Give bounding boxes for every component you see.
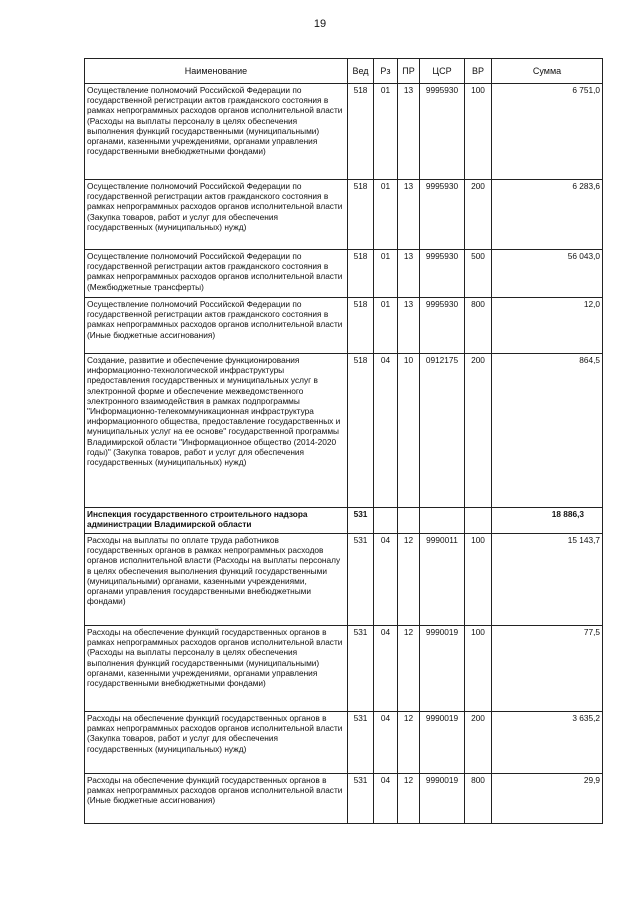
- cell-pr: 13: [398, 84, 420, 180]
- cell-csr: 9990019: [420, 712, 465, 774]
- cell-pr: 12: [398, 712, 420, 774]
- table-row-section: [85, 508, 603, 534]
- header-ved: Вед: [348, 59, 374, 84]
- cell-sum: 6 751,0: [492, 84, 603, 180]
- cell-ved: 531: [348, 774, 374, 824]
- cell-pr: 13: [398, 180, 420, 250]
- table-row: [85, 712, 603, 774]
- table-body: [85, 84, 603, 824]
- cell-ved: 518: [348, 250, 374, 298]
- cell-pr: 12: [398, 626, 420, 712]
- header-rz: Рз: [374, 59, 398, 84]
- cell-csr: 9995930: [420, 180, 465, 250]
- cell-sum: 6 283,6: [492, 180, 603, 250]
- cell-ved: 518: [348, 298, 374, 354]
- cell-pr: 12: [398, 774, 420, 824]
- page-number: 19: [313, 18, 327, 30]
- cell-rz: 01: [374, 180, 398, 250]
- cell-name: Расходы на обеспечение функций государственных органов в рамках непрограммных расходов органов исполнительной власти (Закупка товаров, работ и услуг для обеспечения государственных (муниципальных) нужд): [85, 712, 348, 774]
- cell-ved: 531: [348, 626, 374, 712]
- cell-pr: 13: [398, 250, 420, 298]
- cell-ved: 518: [348, 354, 374, 508]
- cell-sum: 77,5: [492, 626, 603, 712]
- cell-vr: 100: [465, 626, 492, 712]
- cell-rz: 01: [374, 250, 398, 298]
- cell-name: Расходы на выплаты по оплате труда работников государственных органов в рамках непрограммных расходов органов исполнительной власти (Расходы на выплаты персоналу в целях обеспечения выполнения функций государственными (муниципальными) органами, казенными учреждениями, органами управления государственными внебюджетными фондами): [85, 534, 348, 626]
- table-row: [85, 180, 603, 250]
- table-row: [85, 626, 603, 712]
- cell-ved: 518: [348, 180, 374, 250]
- header-sum: Сумма: [492, 59, 603, 84]
- cell-csr: 0912175: [420, 354, 465, 508]
- table-row: [85, 354, 603, 508]
- cell-csr: 9990019: [420, 626, 465, 712]
- table-header: [85, 59, 603, 84]
- header-pr: ПР: [398, 59, 420, 84]
- cell-csr: 9995930: [420, 250, 465, 298]
- cell-pr: 13: [398, 298, 420, 354]
- cell-name: Расходы на обеспечение функций государственных органов в рамках непрограммных расходов органов исполнительной власти (Расходы на выплаты персоналу в целях обеспечения выполнения функций государственными (муниципальными) органами, казенными учреждениями, органами управления государственными внебюджетными фондами): [85, 626, 348, 712]
- table-row: [85, 84, 603, 180]
- cell-rz: 04: [374, 712, 398, 774]
- cell-rz: 04: [374, 534, 398, 626]
- cell-pr: [398, 508, 420, 534]
- cell-sum: 864,5: [492, 354, 603, 508]
- cell-ved: 531: [348, 712, 374, 774]
- cell-name: Осуществление полномочий Российской Федерации по государственной регистрации актов гражданского состояния в рамках непрограммных расходов органов исполнительной власти (Закупка товаров, работ и услуг для обеспечения государственных (муниципальных) нужд): [85, 180, 348, 250]
- cell-vr: 200: [465, 712, 492, 774]
- cell-name: Осуществление полномочий Российской Федерации по государственной регистрации актов гражданского состояния в рамках непрограммных расходов органов исполнительной власти (Расходы на выплаты персоналу в целях обеспечения выполнения функций государственными (муниципальными) органами, казенными учреждениями, органами управления государственными внебюджетными фондами): [85, 84, 348, 180]
- header-name: Наименование: [85, 59, 348, 84]
- header-vr: ВР: [465, 59, 492, 84]
- cell-pr: 10: [398, 354, 420, 508]
- cell-sum: 15 143,7: [492, 534, 603, 626]
- table-row: [85, 774, 603, 824]
- cell-name: Осуществление полномочий Российской Федерации по государственной регистрации актов гражданского состояния в рамках непрограммных расходов органов исполнительной власти (Иные бюджетные ассигнования): [85, 298, 348, 354]
- cell-csr: 9995930: [420, 84, 465, 180]
- cell-name: Создание, развитие и обеспечение функционирования информационно-технологической инфраструктуры предоставления государственных и муниципальных услуг в электронной форме и обеспечение межведомственного электронного взаимодействия в рамках подпрограммы "Информационно-телекоммуникационная инфраструктура информационного общества, предоставление государственных и муниципальных услуг на ее основе" государственной программы Владимирской области "Информационное общество (2014-2020 годы)" (Закупка товаров, работ и услуг для обеспечения государственных (муниципальных) нужд): [85, 354, 348, 508]
- cell-vr: 200: [465, 180, 492, 250]
- cell-ved: 518: [348, 84, 374, 180]
- cell-rz: 01: [374, 298, 398, 354]
- cell-vr: 800: [465, 298, 492, 354]
- cell-sum: 18 886,3: [492, 508, 603, 534]
- cell-ved: 531: [348, 534, 374, 626]
- cell-name: Расходы на обеспечение функций государственных органов в рамках непрограммных расходов органов исполнительной власти (Иные бюджетные ассигнования): [85, 774, 348, 824]
- cell-vr: 800: [465, 774, 492, 824]
- cell-rz: 04: [374, 774, 398, 824]
- cell-vr: 100: [465, 534, 492, 626]
- cell-sum: 29,9: [492, 774, 603, 824]
- table-row: [85, 298, 603, 354]
- cell-vr: 500: [465, 250, 492, 298]
- cell-rz: 04: [374, 354, 398, 508]
- table-row: [85, 250, 603, 298]
- header-csr: ЦСР: [420, 59, 465, 84]
- cell-rz: 04: [374, 626, 398, 712]
- cell-vr: 200: [465, 354, 492, 508]
- cell-name: Инспекция государственного строительного надзора администрации Владимирской области: [85, 508, 348, 534]
- cell-rz: 01: [374, 84, 398, 180]
- cell-ved: 531: [348, 508, 374, 534]
- cell-sum: 12,0: [492, 298, 603, 354]
- cell-csr: 9990011: [420, 534, 465, 626]
- cell-vr: [465, 508, 492, 534]
- cell-csr: [420, 508, 465, 534]
- cell-pr: 12: [398, 534, 420, 626]
- cell-name: Осуществление полномочий Российской Федерации по государственной регистрации актов гражданского состояния в рамках непрограммных расходов органов исполнительной власти (Межбюджетные трансферты): [85, 250, 348, 298]
- cell-sum: 56 043,0: [492, 250, 603, 298]
- cell-sum: 3 635,2: [492, 712, 603, 774]
- table-row: [85, 534, 603, 626]
- cell-vr: 100: [465, 84, 492, 180]
- cell-rz: [374, 508, 398, 534]
- cell-csr: 9990019: [420, 774, 465, 824]
- cell-csr: 9995930: [420, 298, 465, 354]
- budget-table: [84, 58, 603, 824]
